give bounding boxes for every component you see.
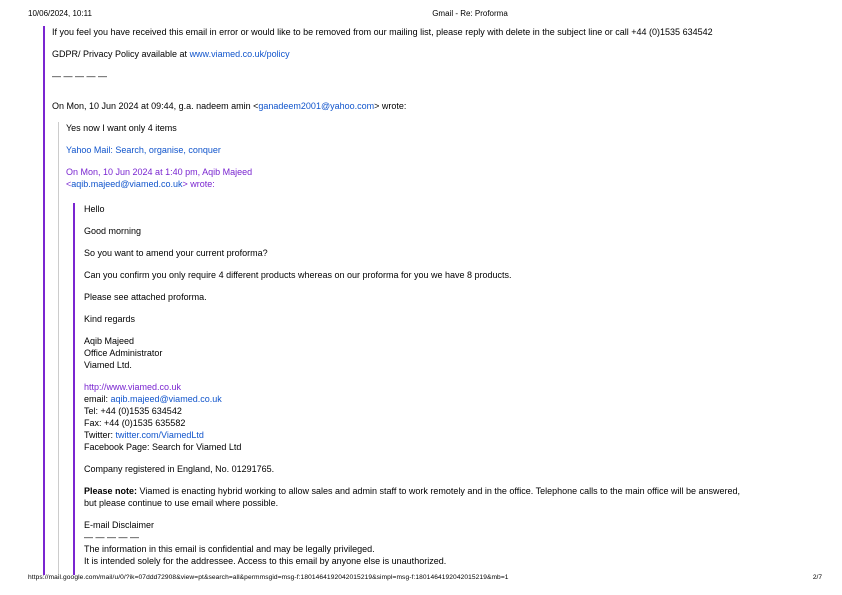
signature-role: Office Administrator	[84, 348, 163, 358]
print-footer-url: https://mail.google.com/mail/u/0/?ik=07ddd72908&view=pt&search=all&permmsgid=msg-f:1801464192042015219&simpl=msg-f:1801464192042015219&mb=1	[28, 574, 509, 581]
fax-line: Fax: +44 (0)1535 635582	[84, 418, 186, 428]
reply-header-aqib-line1: On Mon, 10 Jun 2024 at 1:40 pm, Aqib Majeed	[66, 167, 253, 177]
reply-header-nadeem	[52, 100, 818, 112]
signature-company: Viamed Ltd.	[84, 360, 132, 370]
yahoo-mail-link[interactable]: Yahoo Mail: Search, organise, conquer	[66, 145, 221, 155]
sign-off-text: Kind regards	[84, 314, 136, 324]
confirm-question-text: Can you confirm you only require 4 different products whereas on our proforma for you we have 8 products.	[84, 270, 512, 280]
signature-name: Aqib Majeed	[84, 336, 135, 346]
website-link[interactable]: http://www.viamed.co.uk	[84, 382, 182, 392]
gdpr-policy-link[interactable]: www.viamed.co.uk/policy	[189, 49, 290, 59]
amend-question	[84, 247, 818, 259]
reply-header-aqib-suffix: > wrote:	[182, 179, 215, 189]
amend-question-text: So you want to amend your current proforma?	[84, 248, 268, 258]
twitter-label: Twitter:	[84, 430, 116, 440]
aqib-email-link[interactable]: aqib.majeed@viamed.co.uk	[71, 179, 183, 189]
gdpr-policy-text: GDPR/ Privacy Policy available at	[52, 49, 190, 59]
quoted-message-level-1	[43, 26, 818, 575]
attachment-note	[84, 291, 818, 303]
quoted-message-level-2	[58, 122, 818, 575]
print-header-title: Gmail - Re: Proforma	[432, 9, 508, 18]
tel-line: Tel: +44 (0)1535 634542	[84, 406, 182, 416]
nadeem-message	[66, 122, 818, 134]
email-label: email:	[84, 394, 111, 404]
good-morning-text: Good morning	[84, 226, 142, 236]
good-morning-line	[84, 225, 818, 237]
disclaimer-line1: The information in this email is confidential and may be legally privileged.	[84, 544, 375, 554]
nadeem-message-text: Yes now I want only 4 items	[66, 123, 177, 133]
quoted-message-level-3	[73, 203, 818, 575]
disclaimer-title: E-mail Disclaimer	[84, 520, 155, 530]
please-note-label: Please note:	[84, 486, 138, 496]
sign-off	[84, 313, 818, 325]
hybrid-working-notice	[84, 485, 818, 509]
please-note-line2: but please continue to use email where possible.	[84, 498, 279, 508]
reply-header-aqib-prefix: <	[66, 179, 72, 189]
email-disclaimer	[84, 519, 818, 567]
signature-contact	[84, 381, 818, 453]
greeting-text: Hello	[84, 204, 105, 214]
company-registration-text: Company registered in England, No. 01291765.	[84, 464, 275, 474]
email-body	[28, 26, 818, 575]
greeting	[84, 203, 818, 215]
reply-header-aqib	[66, 166, 818, 190]
mailing-list-notice-text: If you feel you have received this email in error or would like to be removed from our mailing list, please reply with delete in the subject line or call +44 (0)1535 634542	[52, 27, 713, 37]
facebook-line: Facebook Page: Search for Viamed Ltd	[84, 442, 242, 452]
print-footer-page-indicator: 2/7	[812, 574, 822, 581]
attachment-note-text: Please see attached proforma.	[84, 292, 207, 302]
yahoo-mail-signature	[66, 144, 818, 156]
twitter-link[interactable]: twitter.com/ViamedLtd	[115, 430, 204, 440]
disclaimer-divider: — — — — —	[84, 532, 140, 542]
nadeem-email-link[interactable]: ganadeem2001@yahoo.com	[258, 101, 375, 111]
company-registration	[84, 463, 818, 475]
confirm-question	[84, 269, 818, 281]
print-header-datetime: 10/06/2024, 10:11	[28, 9, 92, 18]
divider-dashes	[52, 70, 818, 82]
reply-header-nadeem-prefix: On Mon, 10 Jun 2024 at 09:44, g.a. nadeem amin <	[52, 101, 259, 111]
gdpr-policy-line	[52, 48, 818, 60]
divider-dashes-text: — — — — —	[52, 71, 108, 81]
please-note-line1: Viamed is enacting hybrid working to allow sales and admin staff to work remotely and in the office. Telephone calls to the main office will be answered,	[137, 486, 741, 496]
signature-identity	[84, 335, 818, 371]
signature-email-link[interactable]: aqib.majeed@viamed.co.uk	[110, 394, 222, 404]
mailing-list-notice	[52, 26, 818, 38]
reply-header-nadeem-suffix: > wrote:	[374, 101, 407, 111]
disclaimer-line2: It is intended solely for the addressee. Access to this email by anyone else is unauthorized.	[84, 556, 447, 566]
